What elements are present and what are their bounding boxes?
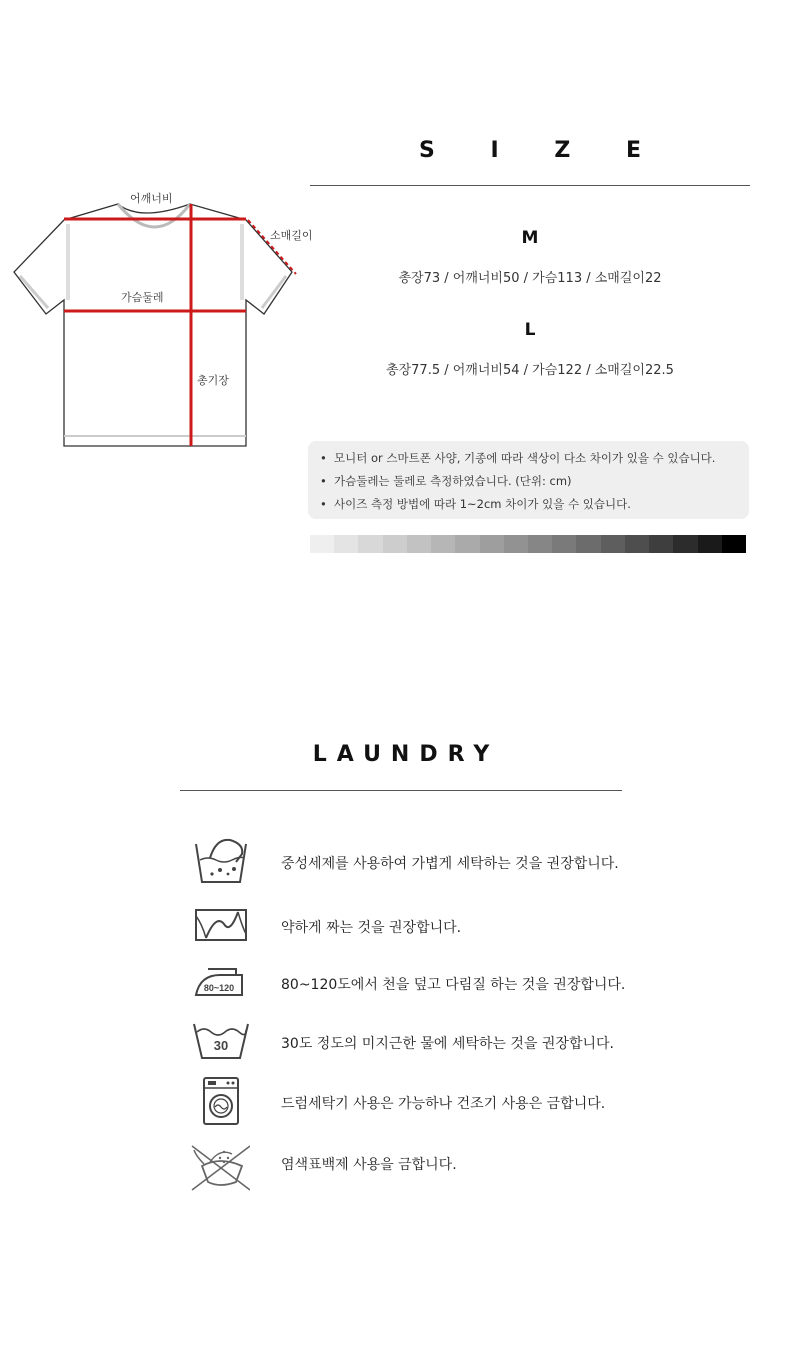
care-item-no-bleach xyxy=(180,1142,640,1202)
bullet: • xyxy=(320,474,327,488)
care-text: 염색표백제 사용을 금합니다. xyxy=(281,1157,457,1173)
care-text: 80~120도에서 천을 덮고 다림질 하는 것을 권장합니다. xyxy=(281,977,626,993)
gray-swatch xyxy=(504,535,528,553)
gray-swatch xyxy=(649,535,673,553)
size-l-spec: 총장77.5 / 어깨너비54 / 가슴122 / 소매길이22.5 xyxy=(386,363,674,378)
hand-wash-icon xyxy=(190,836,250,888)
length-label: 총기장 xyxy=(197,374,229,387)
iron-temp-label: 80~120 xyxy=(203,983,235,993)
note-text: 모니터 or 스마트폰 사양, 기종에 따라 색상이 다소 차이가 있을 수 있습니다. xyxy=(334,451,716,465)
wash-temp-label: 30 xyxy=(213,1038,229,1053)
gray-swatch xyxy=(334,535,358,553)
no-bleach-icon xyxy=(190,1142,250,1194)
note-item xyxy=(320,496,631,512)
gray-swatch xyxy=(480,535,504,553)
wash-30-icon xyxy=(190,1020,250,1072)
gray-swatch xyxy=(625,535,649,553)
tshirt-diagram xyxy=(10,190,310,460)
bullet: • xyxy=(320,497,327,511)
washing-machine-icon xyxy=(190,1076,250,1128)
size-title: S I Z E xyxy=(419,138,665,163)
size-divider xyxy=(310,185,750,186)
note-text: 사이즈 측정 방법에 따라 1~2cm 차이가 있을 수 있습니다. xyxy=(334,497,631,511)
care-item-wring xyxy=(180,904,640,964)
gray-swatch xyxy=(552,535,576,553)
gray-swatch xyxy=(698,535,722,553)
note-text: 가슴둘레는 둘레로 측정하였습니다. (단위: cm) xyxy=(334,474,572,488)
care-text: 30도 정도의 미지근한 물에 세탁하는 것을 권장합니다. xyxy=(281,1036,614,1052)
grayscale-swatches xyxy=(310,535,746,553)
laundry-divider xyxy=(180,790,622,791)
notes-box xyxy=(308,441,749,519)
shoulder-label: 어깨너비 xyxy=(130,192,173,205)
gray-swatch xyxy=(383,535,407,553)
iron-icon xyxy=(190,961,250,1013)
care-text: 약하게 짜는 것을 권장합니다. xyxy=(281,920,462,936)
gray-swatch xyxy=(528,535,552,553)
gray-swatch xyxy=(310,535,334,553)
wring-gently-icon xyxy=(190,904,250,956)
size-m-name: M xyxy=(521,228,539,248)
gray-swatch xyxy=(673,535,697,553)
chest-label: 가슴둘레 xyxy=(121,291,164,304)
care-item-washing-machine xyxy=(180,1076,640,1136)
gray-swatch xyxy=(455,535,479,553)
size-m-spec: 총장73 / 어깨너비50 / 가슴113 / 소매길이22 xyxy=(398,271,662,286)
gray-swatch xyxy=(358,535,382,553)
gray-swatch xyxy=(576,535,600,553)
size-l-name: L xyxy=(524,320,536,340)
note-item xyxy=(320,450,715,466)
sleeve-label: 소매길이 xyxy=(270,229,313,242)
note-item xyxy=(320,473,572,489)
laundry-title: LAUNDRY xyxy=(312,742,500,767)
bullet: • xyxy=(320,451,327,465)
care-text: 드럼세탁기 사용은 가능하나 건조기 사용은 금합니다. xyxy=(281,1096,606,1112)
gray-swatch xyxy=(722,535,746,553)
care-item-hand-wash xyxy=(180,836,640,896)
gray-swatch xyxy=(601,535,625,553)
care-text: 중성세제를 사용하여 가볍게 세탁하는 것을 권장합니다. xyxy=(281,856,619,872)
care-item-wash-30 xyxy=(180,1020,640,1080)
gray-swatch xyxy=(407,535,431,553)
gray-swatch xyxy=(431,535,455,553)
care-item-iron xyxy=(180,961,640,1021)
